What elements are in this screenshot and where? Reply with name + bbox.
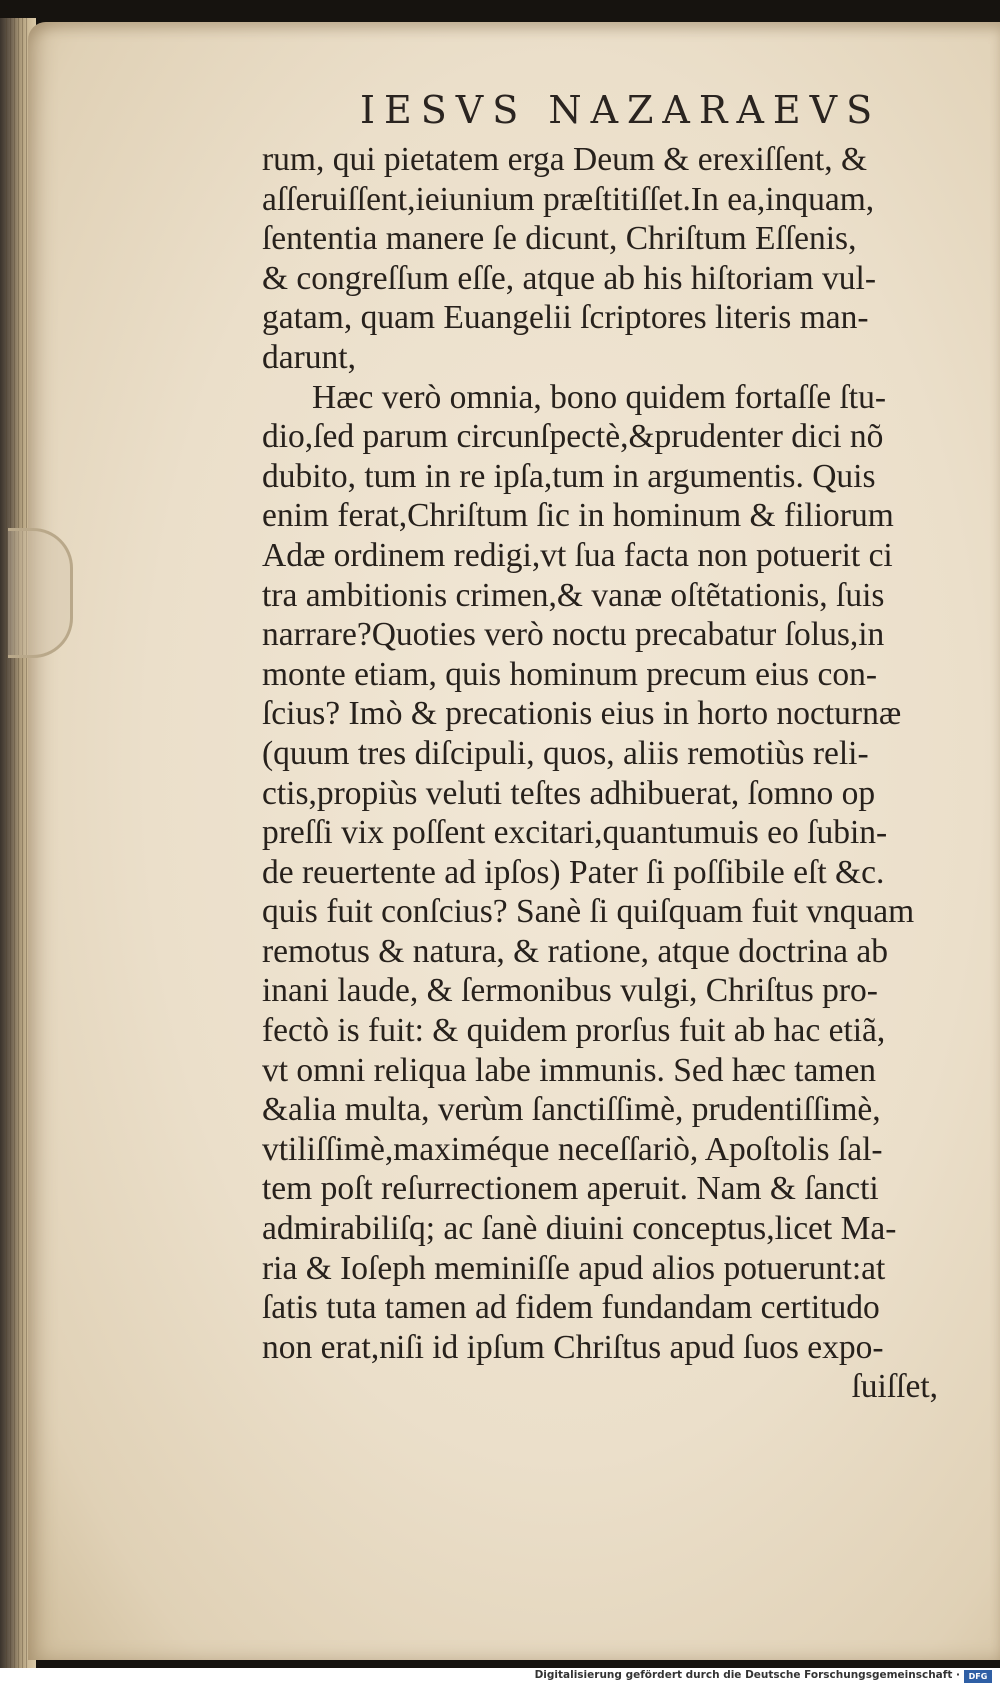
text-line: non erat,niſi id ipſum Chriſtus apud ſuos expo-	[262, 1328, 884, 1366]
text-line: admirabiliſq; ac ſanè diuini conceptus,licet Ma-	[262, 1210, 897, 1248]
dfg-logo: DFG	[964, 1670, 992, 1683]
binding-tab	[8, 528, 73, 658]
text-line: ria & Ioſeph meminiſſe apud alios potuerunt:at	[262, 1249, 886, 1287]
text-line: tra ambitionis crimen,& vanæ oſtẽtationis, ſuis	[262, 576, 885, 614]
text-line: aſſeruiſſent,ieiunium præſtitiſſet.In ea,inquam,	[262, 180, 875, 218]
catchword: ſuiſſet,	[851, 1368, 938, 1406]
text-line: rum, qui pietatem erga Deum & erexiſſent, &	[262, 141, 867, 178]
text-line: vt omni reliqua labe immunis. Sed hæc tamen	[262, 1051, 877, 1089]
text-line: dubito, tum in re ipſa,tum in argumentis. Quis	[262, 457, 876, 495]
text-line: quis fuit conſcius? Sanè ſi quiſquam fuit vnquam	[262, 893, 915, 931]
digitization-footer	[0, 1668, 1000, 1686]
text-line: Hæc verò omnia, bono quidem fortaſſe ſtu-	[312, 378, 887, 416]
text-line: remotus & natura, & ratione, atque doctrina ab	[262, 932, 889, 970]
text-line: monte etiam, quis hominum precum eius con-	[262, 655, 877, 693]
text-line: & congreſſum eſſe, atque ab his hiſtoriam vul-	[262, 259, 877, 297]
body-text	[262, 140, 942, 1407]
text-line: (quum tres diſcipuli, quos, aliis remotiùs reli-	[262, 734, 869, 772]
text-line: inani laude, & ſermonibus vulgi, Chriſtus pro-	[262, 972, 878, 1010]
text-line: de reuertente ad ipſos) Pater ſi poſſibile eſt &c.	[262, 853, 885, 891]
text-line: narrare?Quoties verò noctu precabatur ſolus,in	[262, 616, 885, 654]
text-line: preſſi vix poſſent excitari,quantumuis eo ſubin-	[262, 814, 888, 852]
text-line: fectò is fuit: & quidem prorſus fuit ab hac etiã,	[262, 1012, 886, 1050]
running-head: IESVS NAZARAEVS	[360, 88, 882, 132]
text-line: ſententia manere ſe dicunt, Chriſtum Eſſenis,	[262, 220, 857, 258]
text-line: gatam, quam Euangelii ſcriptores literis man-	[262, 299, 869, 337]
text-line: Adæ ordinem redigi,vt ſua facta non potuerit ci	[262, 536, 893, 574]
funding-credit: Digitalisierung gefördert durch die Deutsche Forschungsgemeinschaft ·	[534, 1669, 960, 1681]
text-line: tem poſt reſurrectionem aperuit. Nam & ſancti	[262, 1170, 879, 1208]
text-line: ſcius? Imò & precationis eius in horto nocturnæ	[262, 695, 902, 733]
text-line: darunt,	[262, 338, 356, 376]
text-line: &alia multa, verùm ſanctiſſimè, prudentiſſimè,	[262, 1091, 881, 1129]
text-line: ſatis tuta tamen ad fidem fundandam certitudo	[262, 1289, 880, 1327]
text-line: dio,ſed parum circunſpectè,&prudenter dici nõ	[262, 418, 884, 456]
text-line: vtiliſſimè,maximéque neceſſariò, Apoſtolis ſal-	[262, 1130, 883, 1168]
text-line: enim ferat,Chriſtum ſic in hominum & filiorum	[262, 497, 894, 535]
text-line: ctis,propiùs veluti teſtes adhibuerat, ſomno op	[262, 774, 876, 812]
